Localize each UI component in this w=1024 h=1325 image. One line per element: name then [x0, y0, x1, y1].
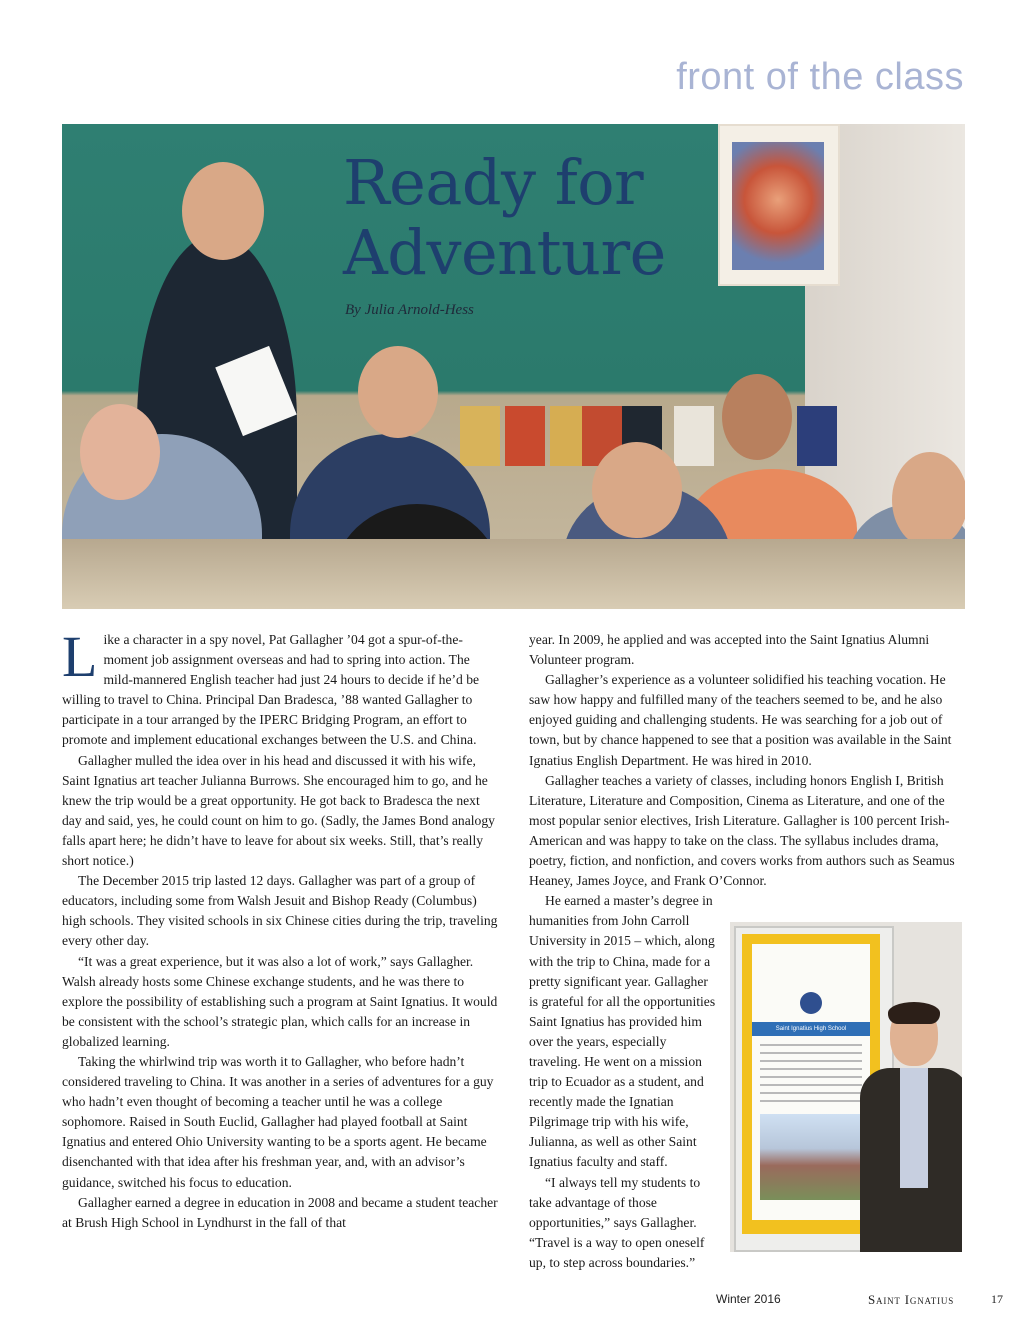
paragraph-text: He earned a master’s degree in humanities from John Carroll University in 2015 – which, along with the trip to China, made for a pretty significant year. Gallagher is grateful for all the opportunities Saint Ignatius has provided him over the years, especially traveling. He went on a mission trip to Ecuador as a student, and recently made the Ignatian Pilgrimage trip with his wife, Julianna, as well as other Saint Ignatius faculty and staff. — [529, 893, 716, 1170]
paragraph: Gallagher teaches a variety of classes, including honors English I, British Literature, Literature and Composition, Cinema as Literature, and one of the most popular senior electives, Irish Literature. Gallagher is 100 percent Irish-American and was happy to take on the class. The syllabus includes drama, poetry, fiction, and nonfiction, and covers works from authors such as Seamus Heaney, James Joyce, and Frank O’Connor. — [529, 772, 955, 889]
inset-person — [860, 1006, 962, 1252]
paragraph: Gallagher earned a degree in education in 2008 and became a student teacher at Brush High School in Lyndhurst in the fall of that — [62, 1194, 498, 1230]
article-column-left — [62, 624, 498, 1233]
hero-book — [674, 406, 714, 466]
dropcap: L — [62, 624, 98, 689]
paragraph: “It was a great experience, but it was also a lot of work,” says Gallagher. Walsh already hosts some Chinese exchange students, and he was there to explore the possibility of establishing such a program at Saint Ignatius. It would be consistent with the school’s strategic plan, which calls for an increase in globalized learning. — [62, 953, 498, 1049]
paragraph: year. In 2009, he applied and was accepted into the Saint Ignatius Alumni Volunteer program. — [529, 632, 930, 668]
hero-student-head — [722, 374, 792, 460]
hero-teacher-head — [182, 162, 264, 260]
footer-page-number: 17 — [991, 1292, 1003, 1306]
inset-photo — [730, 922, 962, 1252]
paragraph: The December 2015 trip lasted 12 days. Gallagher was part of a group of educators, including some from Walsh Jesuit and Bishop Ready (Columbus) high schools. They visited schools in six Chinese cities during the trip, traveling every other day. — [62, 873, 498, 949]
banner-text-lines — [760, 1044, 862, 1108]
section-label: front of the class — [676, 56, 964, 98]
title-line-2: Adventure — [343, 216, 666, 289]
article-title — [343, 148, 666, 288]
paragraph — [62, 624, 498, 751]
footer-issue: Winter 2016 — [716, 1292, 781, 1306]
hero-book — [460, 406, 500, 466]
hero-poster — [718, 124, 840, 286]
byline: By Julia Arnold-Hess — [345, 302, 474, 318]
paragraph-text: ike a character in a spy novel, Pat Gallagher ’04 got a spur-of-the-moment job assignment overseas and had to spring into action. The mild-mannered English teacher had just 24 hours to decide if he’d be willing to travel to China. Principal Dan Bradesca, ’88 wanted Gallagher to participate in a tour arranged by the IPERC Bridging Program, an effort to promote and implement educational exchanges between the U.S. and China. — [62, 632, 480, 748]
paragraph: Taking the whirlwind trip was worth it to Gallagher, who before hadn’t considered traveling to China. It was another in a series of adventures for a guy who hadn’t even thought of becoming a teacher until he was a college sophomore. Raised in South Euclid, Gallagher had played football at Saint Ignatius and entered Ohio University wanting to be a sports agent. He became disenchanted with that idea after his freshman year, and, with an advisor’s guidance, switched his focus to education. — [62, 1053, 494, 1190]
hero-table — [62, 539, 965, 609]
hero-student-head — [892, 452, 965, 548]
hero-book — [505, 406, 545, 466]
hero-student-head — [80, 404, 160, 500]
hero-book — [797, 406, 837, 466]
banner-heading: Saint Ignatius High School — [752, 1022, 870, 1036]
hero-student-head — [592, 442, 682, 538]
banner-campus-photo — [760, 1114, 862, 1200]
title-line-1: Ready for — [343, 146, 644, 219]
paragraph: Gallagher’s experience as a volunteer solidified his teaching vocation. He saw how happy and fulfilled many of the teachers seemed to be, and he also enjoyed guiding and challenging students. He was searching for a job out of town, but by chance happened to see that a position was available in the Saint Ignatius English Department. He was hired in 2010. — [529, 672, 952, 768]
paragraph: “I always tell my students to take advantage of those opportunities,” says Gallagher. “Travel is a way to open oneself up, to step across boundaries.” — [529, 1174, 705, 1270]
paragraph: Gallagher mulled the idea over in his head and discussed it with his wife, Saint Ignatius art teacher Julianna Burrows. She encouraged him to go, and he knew the trip would be a great opportunity. He got back to Bradesca the next day and said, yes, he could count on him to go. (Sadly, the James Bond analogy falls apart here; he didn’t have to leave for about six weeks. Still, that’s really short notice.) — [62, 752, 495, 869]
hero-student-head — [358, 346, 438, 438]
footer-magazine: Saint Ignatius — [868, 1292, 955, 1307]
school-seal-icon — [800, 992, 822, 1014]
